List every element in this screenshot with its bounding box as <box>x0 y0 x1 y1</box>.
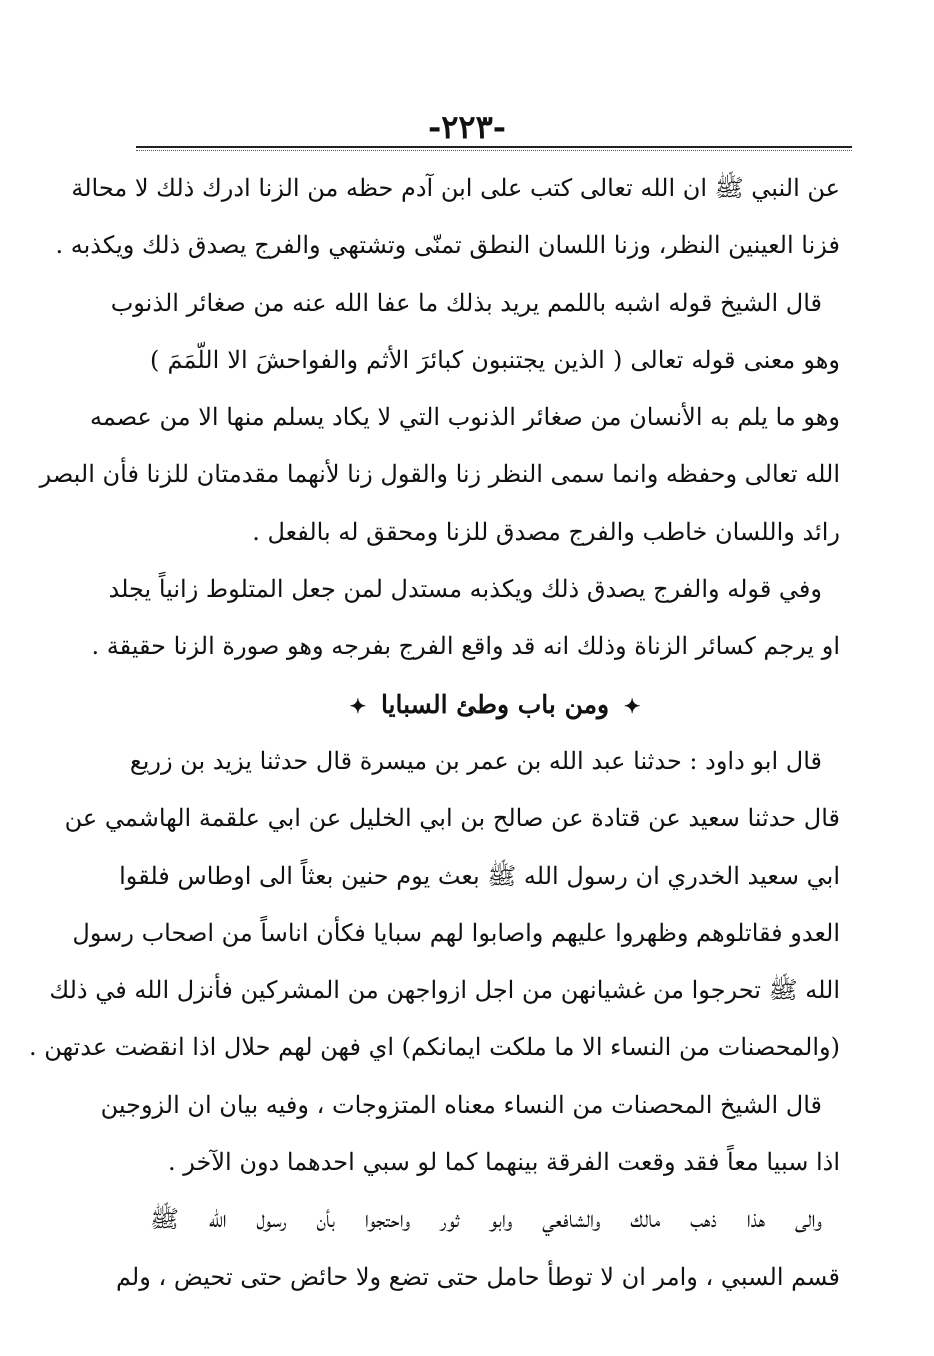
header-rule-dotted <box>136 150 852 151</box>
section-heading-text: ومن باب وطئ السبايا <box>380 689 610 719</box>
text-line: (والمحصنات من النساء الا ما ملكت ايمانكم) اي فهن لهم حلال اذا انقضت عدتهن . <box>28 1033 840 1062</box>
text-line: او يرجم كسائر الزناة وذلك انه قد واقع الفرج بفرجه وهو صورة الزنا حقيقة . <box>91 632 840 661</box>
text-line: قال حدثنا سعيد عن قتادة عن صالح بن ابي الخليل عن ابي علقمة الهاشمي عن <box>64 804 840 833</box>
ornament-right-icon: ✦ <box>623 693 641 718</box>
text-line: الله ﷺ تحرجوا من غشيانهن من اجل ازواجهن من المشركين فأنزل الله في ذلك <box>49 976 840 1005</box>
text-line: والى هذا ذهب مالك والشافعي وابو ثور واحتجوا بأن رسول الله ﷺ <box>150 1205 822 1234</box>
text-line: قال ابو داود : حدثنا عبد الله بن عمر بن ميسرة قال حدثنا يزيد بن زريع <box>129 746 822 775</box>
text-line: وهو ما يلم به الأنسان من صغائر الذنوب التي لا يكاد يسلم منها الا من عصمه <box>89 403 840 432</box>
text-line: الله تعالى وحفظه وانما سمى النظر زنا والقول زنا لأنهما مقدمتان للزنا فأن البصر <box>39 460 840 489</box>
text-line: رائد واللسان خاطب والفرج مصدق للزنا ومحقق له بالفعل . <box>252 517 840 546</box>
section-heading <box>150 676 840 733</box>
body-text <box>28 160 840 1306</box>
text-line: قال الشيخ قوله اشبه باللمم يريد بذلك ما عفا الله عنه من صغائر الذنوب <box>110 288 822 317</box>
text-line: عن النبي ﷺ ان الله تعالى كتب على ابن آدم حظه من الزنا ادرك ذلك لا محالة <box>71 174 840 202</box>
text-line: وهو معنى قوله تعالى ( الذين يجتنبون كبائرَ الأثم والفواحشَ الا اللّمَمَ ) <box>150 345 840 374</box>
page-number: -٢٢٣- <box>427 108 507 146</box>
text-line: فزنا العينين النظر، وزنا اللسان النطق تمنّى وتشتهي والفرج يصدق ذلك ويكذبه . <box>55 231 840 260</box>
text-line: وفي قوله والفرج يصدق ذلك ويكذبه مستدل لمن جعل المتلوط زانياً يجلد <box>108 575 822 604</box>
text-line: ابي سعيد الخدري ان رسول الله ﷺ بعث يوم حنين بعثاً الى اوطاس فلقوا <box>119 861 840 890</box>
text-line: العدو فقاتلوهم وظهروا عليهم واصابوا لهم سبايا فكأن اناساً من اصحاب رسول <box>72 918 840 947</box>
text-line: اذا سبيا معاً فقد وقعت الفرقة بينهما كما لو سبي احدهما دون الآخر . <box>168 1148 840 1177</box>
text-line: قال الشيخ المحصنات من النساء معناه المتزوجات ، وفيه بيان ان الزوجين <box>100 1090 822 1119</box>
text-line: قسم السبي ، وامر ان لا توطأ حامل حتى تضع ولا حائض حتى تحيض ، ولم <box>115 1262 840 1291</box>
header-rule <box>136 146 852 148</box>
ornament-left-icon: ✦ <box>349 693 367 718</box>
